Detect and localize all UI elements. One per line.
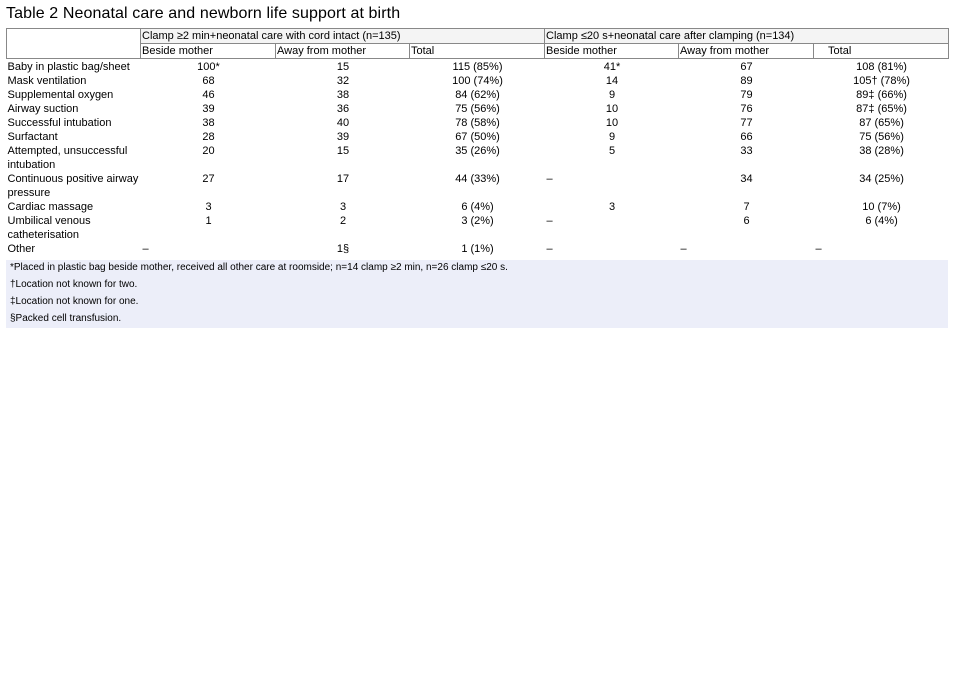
table-cell: 7 xyxy=(743,201,750,213)
group-header-cord-intact: Clamp ≥2 min+neonatal care with cord intact (n=135) xyxy=(141,29,545,44)
table-cell: 77 xyxy=(740,117,753,129)
table-cell: 6 (4%) xyxy=(865,215,898,227)
row-label: Surfactant xyxy=(7,131,58,143)
row-header-stub xyxy=(7,29,141,59)
table-row xyxy=(7,88,949,102)
table-cell: 1 (1%) xyxy=(461,243,494,255)
table-cell: – xyxy=(546,243,553,255)
care-table xyxy=(6,28,949,256)
table-cell: 9 xyxy=(608,89,616,101)
table-cell: 38 (28%) xyxy=(859,145,904,157)
table-cell: 27 xyxy=(202,173,215,185)
group-header-after-clamping: Clamp ≤20 s+neonatal care after clamping (n=134) xyxy=(545,29,949,44)
table-cell: 15 xyxy=(336,145,350,157)
table-cell: 38 xyxy=(336,89,350,101)
table-cell: 3 xyxy=(339,201,347,213)
table-cell: – xyxy=(680,243,687,255)
table-cell: 100* xyxy=(197,61,220,73)
table-cell: 10 (7%) xyxy=(862,201,901,213)
table-cell: 108 (81%) xyxy=(856,61,907,73)
table-cell: 3 (2%) xyxy=(461,215,494,227)
table-cell: 34 xyxy=(740,173,753,185)
table-cell: 115 (85%) xyxy=(452,61,503,73)
table-cell: – xyxy=(142,243,149,255)
table-cell: 68 xyxy=(202,75,215,87)
table-cell: – xyxy=(546,173,553,185)
table-row xyxy=(7,116,949,130)
table-cell: 20 xyxy=(202,145,215,157)
table-cell: 79 xyxy=(740,89,753,101)
table-cell: 67 (50%) xyxy=(455,131,500,143)
table-cell: 76 xyxy=(740,103,753,115)
table-cell: 67 xyxy=(740,61,753,73)
table-cell: 87 (65%) xyxy=(859,117,904,129)
table-cell: 39 xyxy=(202,103,215,115)
subheader-total: Total xyxy=(410,44,545,59)
table-cell: 36 xyxy=(336,103,350,115)
row-label: Other xyxy=(7,243,36,255)
subheader-beside-mother: Beside mother xyxy=(545,44,679,59)
table-cell: 35 (26%) xyxy=(455,145,500,157)
table-row xyxy=(7,59,949,75)
table-cell: 41* xyxy=(603,61,621,73)
table-cell: 1§ xyxy=(336,243,350,255)
table-cell: 28 xyxy=(202,131,215,143)
table-cell: 66 xyxy=(740,131,753,143)
table-cell: 17 xyxy=(336,173,350,185)
table-cell: 2 xyxy=(339,215,347,227)
row-label: Baby in plastic bag/sheet xyxy=(7,61,130,73)
table-row xyxy=(7,172,949,200)
footnote: ‡Location not known for one. xyxy=(10,296,139,307)
row-label: Mask ventilation xyxy=(7,75,87,87)
table-cell: 33 xyxy=(740,145,753,157)
table-cell: 9 xyxy=(608,131,616,143)
table-cell: 32 xyxy=(336,75,350,87)
table-cell: 44 (33%) xyxy=(455,173,500,185)
table-cell: 6 xyxy=(743,215,750,227)
row-label: Supplemental oxygen xyxy=(7,89,114,101)
table-cell: 40 xyxy=(336,117,350,129)
table-row xyxy=(7,130,949,144)
table-cell: 1 xyxy=(205,215,212,227)
subheader-beside-mother: Beside mother xyxy=(141,44,276,59)
table-cell: 39 xyxy=(336,131,350,143)
row-label: Cardiac massage xyxy=(7,201,94,213)
table-row xyxy=(7,214,949,242)
table-cell: 75 (56%) xyxy=(859,131,904,143)
table-row xyxy=(7,242,949,256)
table-cell: 3 xyxy=(608,201,616,213)
table-cell: 15 xyxy=(336,61,350,73)
table-cell: 3 xyxy=(205,201,212,213)
table-cell: 10 xyxy=(605,103,619,115)
subheader-away-from-mother: Away from mother xyxy=(276,44,410,59)
footnote: †Location not known for two. xyxy=(10,279,138,290)
table-cell: 89 xyxy=(740,75,753,87)
table-row xyxy=(7,144,949,172)
row-label: Attempted, unsuccessful intubation xyxy=(7,145,128,171)
row-label: Successful intubation xyxy=(7,117,112,129)
table-cell: 100 (74%) xyxy=(452,75,503,87)
footnote: §Packed cell transfusion. xyxy=(10,313,122,324)
table-cell: 6 (4%) xyxy=(461,201,494,213)
row-label: Airway suction xyxy=(7,103,79,115)
table-row xyxy=(7,102,949,116)
table-cell: 46 xyxy=(202,89,215,101)
table-cell: 5 xyxy=(608,145,616,157)
table-cell: 84 (62%) xyxy=(455,89,500,101)
table-cell: 87‡ (65%) xyxy=(856,103,907,115)
table-cell: 105† (78%) xyxy=(853,75,910,87)
table-cell: – xyxy=(815,243,822,255)
subheader-away-from-mother: Away from mother xyxy=(679,44,814,59)
subheader-total: Total xyxy=(814,44,949,59)
table-cell: 10 xyxy=(605,117,619,129)
table-row xyxy=(7,200,949,214)
row-label: Umbilical venous catheterisation xyxy=(7,215,91,241)
table-cell: 78 (58%) xyxy=(455,117,500,129)
table-cell: – xyxy=(546,215,553,227)
table-title: Table 2 Neonatal care and newborn life support at birth xyxy=(6,5,401,22)
table-cell: 38 xyxy=(202,117,215,129)
footnote: *Placed in plastic bag beside mother, received all other care at roomside; n=14 clamp ≥2 min, n=26 clamp ≤20 s. xyxy=(10,262,508,273)
table-cell: 34 (25%) xyxy=(859,173,904,185)
footnotes-panel xyxy=(6,260,948,328)
table-row xyxy=(7,74,949,88)
table-cell: 89‡ (66%) xyxy=(856,89,907,101)
table-cell: 75 (56%) xyxy=(455,103,500,115)
table-cell: 14 xyxy=(605,75,619,87)
row-label: Continuous positive airway pressure xyxy=(7,173,139,199)
